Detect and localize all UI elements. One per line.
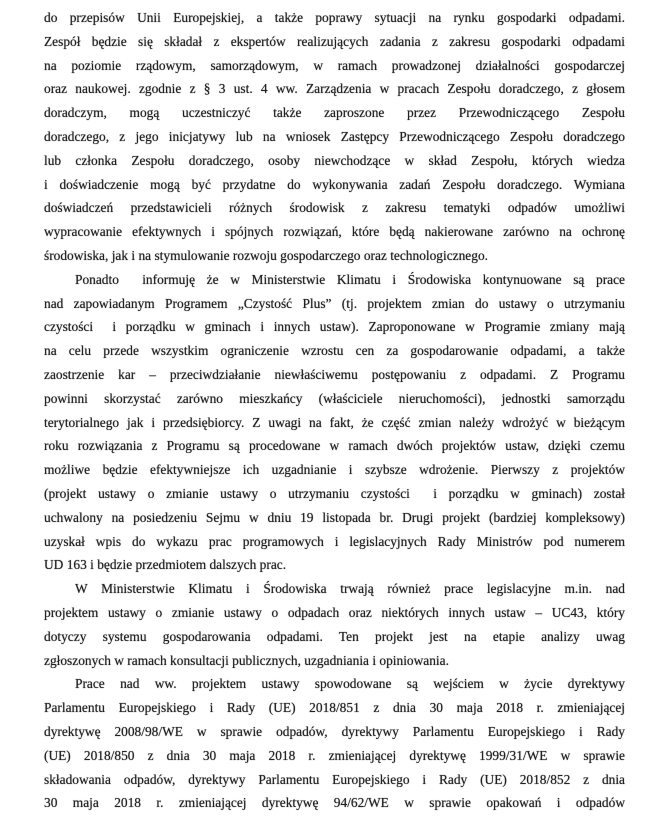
text-line: 30 maja 2018 r. zmieniającej dyrektywę 94/62/WE w sprawie opakowań i odpadów bbox=[44, 795, 625, 811]
text-line: na celu przede wszystkim ograniczenie wzrostu cen za gospodarowanie odpadami, a także bbox=[44, 343, 625, 359]
paragraph bbox=[44, 577, 625, 672]
text-line: składowania odpadów, dyrektywy Parlamentu Europejskiego i Rady (UE) 2018/852 z dnia bbox=[44, 771, 625, 787]
text-line: oraz naukowej. zgodnie z § 3 ust. 4 ww. Zarządzenia w pracach Zespołu doradczego, z głosem bbox=[44, 81, 625, 97]
text-line: uzyskał wpis do wykazu prac programowych i legislacyjnych Rady Ministrów pod numerem bbox=[44, 533, 625, 549]
text-line: na poziomie rządowym, samorządowym, w ramach prowadzonej działalności gospodarczej bbox=[44, 57, 625, 73]
paragraph bbox=[44, 672, 625, 815]
text-line: W Ministerstwie Klimatu i Środowiska trwają również prace legislacyjne m.in. nad bbox=[75, 581, 625, 597]
text-line: projektem ustawy o zmianie ustawy o odpadach oraz niektórych innych ustaw – UC43, który bbox=[44, 604, 625, 620]
paragraph bbox=[44, 268, 625, 577]
document-body bbox=[44, 6, 625, 815]
text-line: (UE) 2018/850 z dnia 30 maja 2018 r. zmieniającej dyrektywę 1999/31/WE w sprawie bbox=[44, 747, 625, 763]
paragraph bbox=[44, 6, 625, 268]
text-line: UD 163 i będzie przedmiotem dalszych prac. bbox=[44, 557, 287, 573]
text-line: powinni skorzystać zarówno mieszkańcy (właściciele nieruchomości), jednostki samorządu bbox=[44, 390, 625, 406]
text-line: wypracowanie efektywnych i spójnych rozwiązań, które będą nakierowane zarówno na ochronę bbox=[44, 224, 625, 240]
text-line: Prace nad ww. projektem ustawy spowodowane są wejściem w życie dyrektywy bbox=[75, 676, 625, 692]
text-line: lub członka Zespołu doradczego, osoby niewchodzące w skład Zespołu, których wiedza bbox=[44, 152, 625, 168]
text-line: dotyczy systemu gospodarowania odpadami. Ten projekt jest na etapie analizy uwag bbox=[44, 628, 625, 644]
text-line: czystości i porządku w gminach i innych ustaw). Zaproponowane w Programie zmiany mają bbox=[44, 319, 625, 335]
text-line: zaostrzenie kar – przeciwdziałanie niewłaściwemu postępowaniu z odpadami. Z Programu bbox=[44, 366, 625, 382]
text-line: i doświadczenie mogą być przydatne do wykonywania zadań Zespołu doradczego. Wymiana bbox=[44, 176, 625, 192]
text-line: doradczym, mogą uczestniczyć także zaproszone przez Przewodniczącego Zespołu bbox=[44, 105, 625, 121]
text-line: Zespół będzie się składał z ekspertów realizujących zadania z zakresu gospodarki odpadami bbox=[44, 33, 625, 49]
text-line: roku rozwiązania z Programu są procedowane w ramach dwóch projektów ustaw, dzięki czemu bbox=[44, 438, 625, 454]
text-line: środowiska, jak i na stymulowanie rozwoju gospodarczego oraz technologicznego. bbox=[44, 247, 488, 263]
text-line: doradczego, z jego inicjatywy lub na wniosek Zastępcy Przewodniczącego Zespołu doradczego bbox=[44, 128, 625, 144]
text-line: do przepisów Unii Europejskiej, a także poprawy sytuacji na rynku gospodarki odpadami. bbox=[44, 10, 625, 25]
text-line: Ponadto informuję że w Ministerstwie Klimatu i Środowiska kontynuowane są prace bbox=[75, 271, 625, 287]
text-line: możliwe będzie efektywniejsze ich uzgadnianie i szybsze wdrożenie. Pierwszy z projektów bbox=[44, 462, 625, 478]
text-line: (projekt ustawy o zmianie ustawy o utrzymaniu czystości i porządku w gminach) został bbox=[44, 485, 625, 501]
text-line: Parlamentu Europejskiego i Rady (UE) 2018/851 z dnia 30 maja 2018 r. zmieniającej bbox=[44, 700, 625, 716]
text-line: nad zapowiadanym Programem „Czystość Plus” (tj. projektem zmian do ustawy o utrzymaniu bbox=[44, 295, 625, 311]
text-line: doświadczeń przedstawicieli różnych środowisk z zakresu tematyki odpadów umożliwi bbox=[44, 200, 625, 216]
text-line: uchwalony na posiedzeniu Sejmu w dniu 19 listopada br. Drugi projekt (bardziej kompleksowy) bbox=[44, 509, 625, 525]
text-line: dyrektywę 2008/98/WE w sprawie odpadów, dyrektywy Parlamentu Europejskiego i Rady bbox=[44, 723, 625, 739]
text-line: terytorialnego jak i przedsiębiorcy. Z uwagi na fakt, że część zmian należy wdrożyć w bieżącym bbox=[44, 414, 625, 430]
text-line: zgłoszonych w ramach konsultacji publicznych, uzgadniania i opiniowania. bbox=[44, 652, 449, 668]
